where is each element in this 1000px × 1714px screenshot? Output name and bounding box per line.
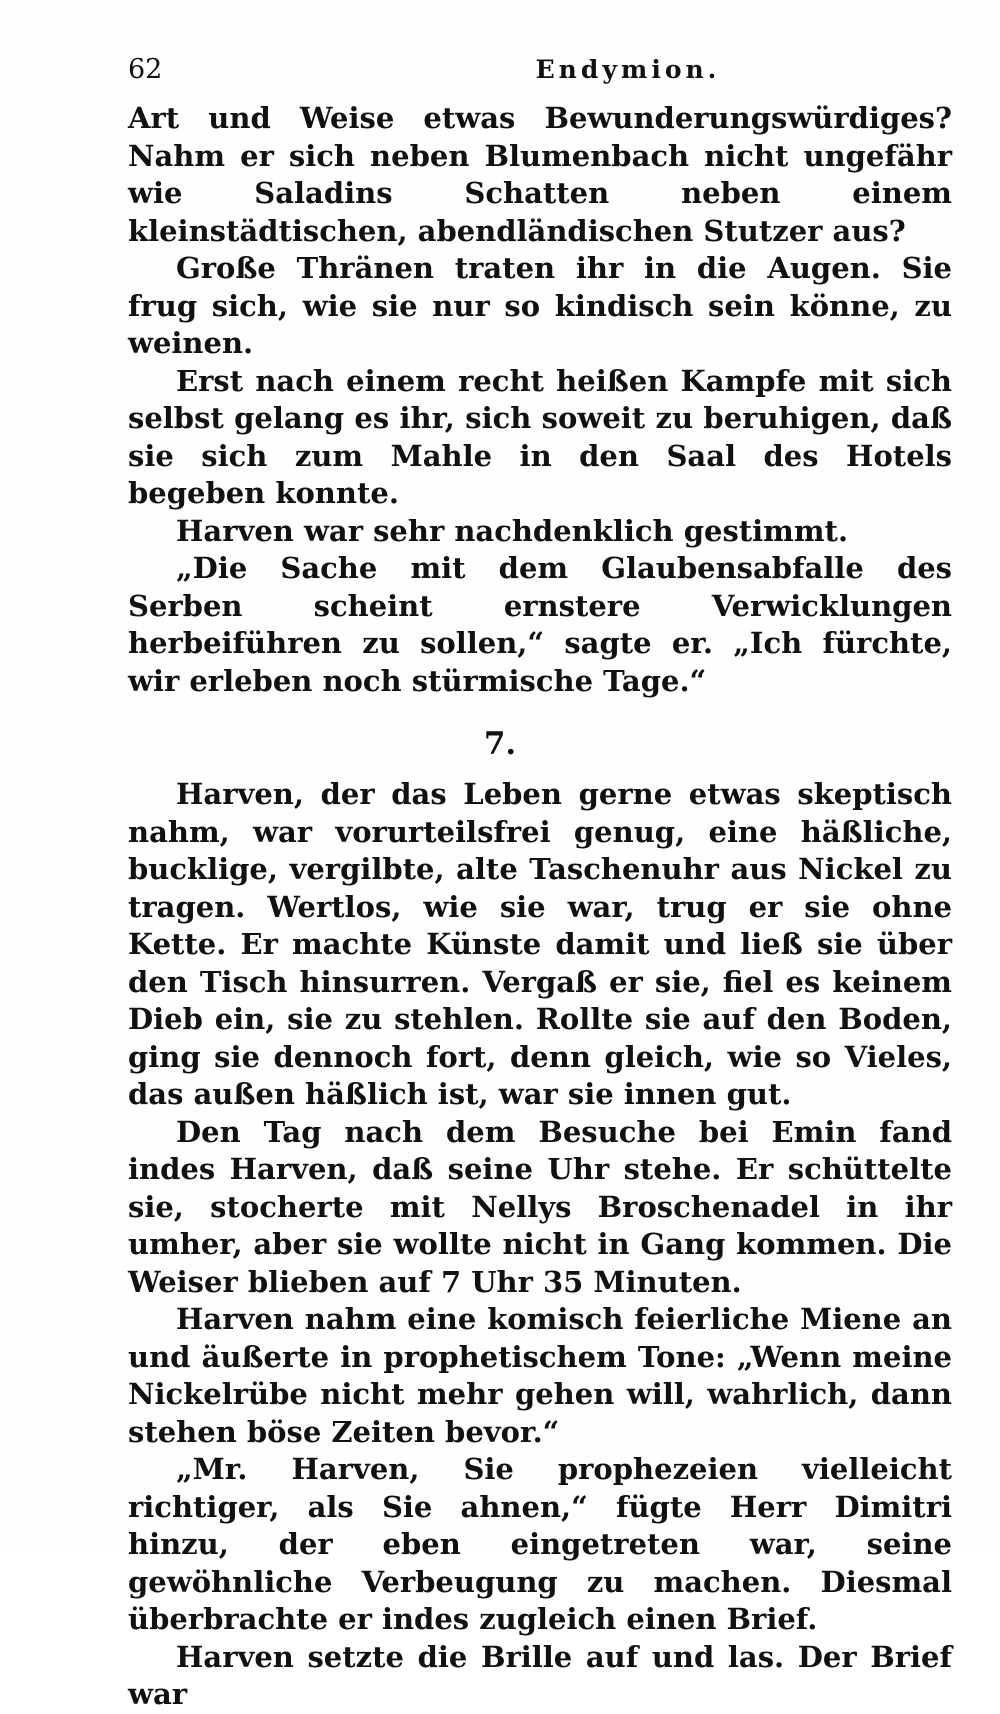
page-header — [128, 48, 952, 92]
page-number: 62 — [128, 54, 163, 85]
paragraph-continued: Art und Weise etwas Bewunderungswürdiges? Nahm er sich neben Blumenbach nicht ungefähr wie Saladins Schatten neben einem kleinstädtischen, abendländischen Stutzer aus? — [128, 101, 952, 248]
paragraph: Harven nahm eine komisch feierliche Miene an und äußerte in prophetischem Tone: „Wenn meine Nickelrübe nicht mehr gehen will, wahrlich, dann stehen böse Zeiten bevor.“ — [128, 1302, 952, 1449]
paragraph: Erst nach einem recht heißen Kampfe mit sich selbst gelang es ihr, sich soweit zu beruhigen, daß sie sich zum Mahle in den Saal des Hotels begeben konnte. — [128, 363, 952, 510]
paragraph: Harven war sehr nachdenklich gestimmt. — [176, 513, 849, 548]
paragraph-truncated: Harven setzte die Brille auf und las. Der Brief war — [128, 1639, 952, 1711]
paragraph: Harven, der das Leben gerne etwas skeptisch nahm, war vorurteilsfrei genug, eine häßliche, bucklige, vergilbte, alte Taschenuhr aus Nickel zu tragen. Wertlos, wie sie war, trug er sie ohne Kette. Er machte Künste damit und ließ sie über den Tisch hinsurren. Vergaß er sie, fiel es keinem Dieb ein, sie zu stehlen. Rollte sie auf den Boden, ging sie dennoch fort, denn gleich, wie so Vieles, das außen häßlich ist, war sie innen gut. — [128, 777, 952, 1111]
body-text — [128, 100, 952, 1714]
paragraph: „Mr. Harven, Sie prophezeien vielleicht richtiger, als Sie ahnen,“ fügte Herr Dimitri hinzu, der eben eingetreten war, seine gewöhnliche Verbeugung zu machen. Diesmal überbrachte er indes zugleich einen Brief. — [128, 1452, 952, 1636]
paragraph: Große Thränen traten ihr in die Augen. Sie frug sich, wie sie nur so kindisch sein könne, zu weinen. — [128, 251, 952, 360]
paragraph: „Die Sache mit dem Glaubensabfalle des Serben scheint ernstere Verwicklungen herbeiführen zu sollen,“ sagte er. „Ich fürchte, wir erleben noch stürmische Tage.“ — [128, 551, 952, 698]
paragraph: Den Tag nach dem Besuche bei Emin fand indes Harven, daß seine Uhr stehe. Er schüttelte sie, stocherte mit Nellys Broschenadel in ihr umher, aber sie wollte nicht in Gang kommen. Die Weiser blieben auf 7 Uhr 35 Minuten. — [128, 1114, 952, 1299]
chapter-heading: 7. — [483, 726, 517, 762]
running-title: Endymion. — [535, 55, 721, 84]
